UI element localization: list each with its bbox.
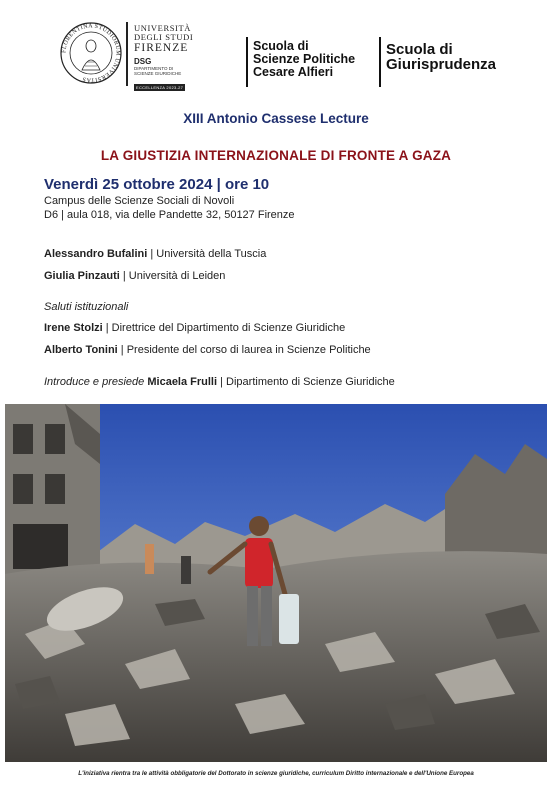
excellence-badge: ECCELLENZA 2023-27 [136,85,184,90]
speaker-affiliation: | Università di Leiden [119,270,226,282]
footer-note: L'iniziativa rientra tra le attività obbligatorie del Dottorato in scienze giuridiche, curriculum Diritto internazionale e dell'Unione Europea [78,770,474,777]
speaker-item [44,265,266,287]
dsg-line: DIPARTIMENTO DI [134,66,174,71]
greeting-item [44,339,371,361]
school-politics-line: Scuola di [253,39,309,53]
school-politics-line: Scienze Politiche [253,52,356,66]
intro-name: Micaela Frulli [147,376,218,388]
seal-text: FLORENTINA STUDIORUM UNIVERSITAS [61,23,121,83]
logo-divider [379,37,381,87]
logo-divider [246,37,248,87]
unifi-wordmark [134,24,204,94]
greeting-name: Irene Stolzi [44,322,103,334]
school-law-line: Giurisprudenza [386,56,497,73]
school-politics-line: Cesare Alfieri [253,65,334,79]
school-politics-logo [253,40,355,79]
speaker-affiliation: | Università della Tuscia [147,248,267,260]
introduction-line [44,376,395,388]
greeting-role: | Presidente del corso di laurea in Scienze Politiche [117,344,371,356]
venue-line: Campus delle Scienze Sociali di Novoli [44,195,235,207]
university-line: UNIVERSITÀ [134,23,191,33]
greetings-section [44,300,371,361]
speaker-name: Alessandro Bufalini [44,248,148,260]
university-seal-icon [60,22,122,84]
venue-line: D6 | aula 018, via delle Pandette 32, 50127 Firenze [44,209,295,221]
logo-divider [126,22,128,86]
event-title: LA GIUSTIZIA INTERNAZIONALE DI FRONTE A GAZA [100,148,452,163]
greeting-name: Alberto Tonini [44,344,118,356]
gaza-rubble-photo [5,404,547,762]
header [0,0,552,100]
intro-prefix: Introduce e presiede [44,376,148,388]
university-line: DEGLI STUDI [134,32,194,42]
photo-illustration [5,404,547,762]
greetings-heading: Saluti istituzionali [44,301,129,313]
event-venue [44,194,295,222]
speakers-list [44,243,266,287]
speaker-item [44,243,266,265]
speaker-name: Giulia Pinzauti [44,270,120,282]
school-law-logo [386,42,496,72]
event-date: Venerdì 25 ottobre 2024 | ore 10 [44,176,270,193]
school-law-line: Scuola di [386,41,453,58]
greeting-item [44,317,371,339]
university-name: FIRENZE [134,42,189,54]
dsg-abbr: DSG [134,57,152,66]
intro-affiliation: | Dipartimento di Scienze Giuridiche [217,376,395,388]
lecture-series: XIII Antonio Cassese Lecture [183,111,369,126]
greeting-role: | Direttrice del Dipartimento di Scienze Giuridiche [102,322,346,334]
dsg-line: SCIENZE GIURIDICHE [134,71,182,76]
